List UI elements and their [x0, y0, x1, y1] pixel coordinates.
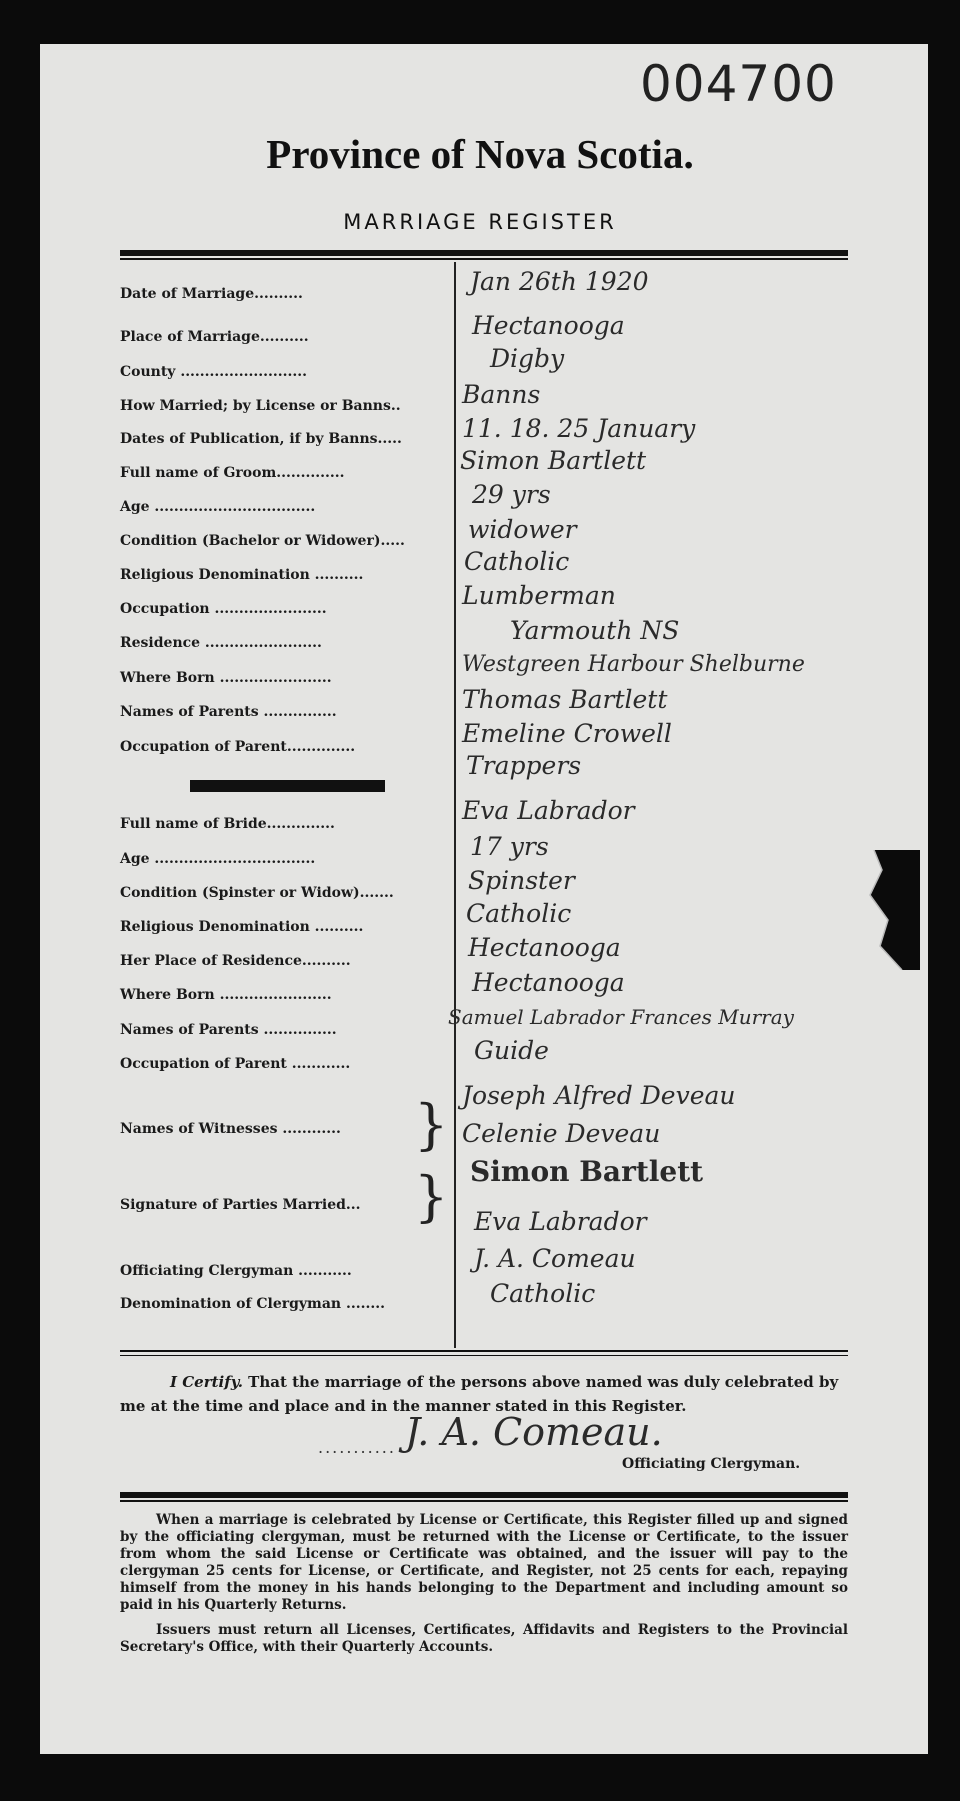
field-label: Religious Denomination .......... [120, 919, 364, 935]
header-rule-thin [120, 258, 848, 260]
bride-signature: Eva Labrador [474, 1207, 647, 1236]
field-value: Simon Bartlett [460, 446, 647, 475]
field-value: Hectanooga [468, 933, 621, 962]
field-label: Denomination of Clergyman ........ [120, 1296, 385, 1312]
groom-signature: Simon Bartlett [470, 1155, 704, 1188]
field-label: Full name of Groom.............. [120, 465, 345, 481]
field-value: 17 yrs [470, 832, 549, 861]
clergyman-signature: J. A. Comeau. [405, 1410, 663, 1454]
field-label: Place of Marriage.......... [120, 329, 309, 345]
field-value: Samuel Labrador Frances Murray [448, 1005, 794, 1029]
torn-edge [862, 850, 920, 970]
witness-name: Celenie Deveau [462, 1119, 661, 1148]
field-value: Catholic [490, 1279, 596, 1308]
field-value: Emeline Crowell [462, 719, 672, 748]
parent-occupation-extra: Trappers [466, 751, 582, 780]
field-label: Age ................................. [120, 851, 316, 867]
field-value: Guide [474, 1036, 549, 1065]
certify-lead: I Certify. [170, 1373, 243, 1391]
field-value: Digby [490, 344, 565, 373]
field-value: 29 yrs [472, 480, 551, 509]
field-label: Where Born ....................... [120, 670, 332, 686]
field-value: Hectanooga [472, 968, 625, 997]
field-label: Names of Parents ............... [120, 704, 337, 720]
instructions-notice [120, 1512, 848, 1664]
field-label: Occupation of Parent ............ [120, 1056, 351, 1072]
field-value: Yarmouth NS [510, 616, 680, 645]
field-value: Lumberman [462, 581, 616, 610]
field-label: Date of Marriage.......... [120, 286, 303, 302]
field-label: Condition (Spinster or Widow)....... [120, 885, 394, 901]
column-divider [454, 262, 456, 1348]
field-value: Hectanooga [472, 311, 625, 340]
field-value: Banns [462, 380, 541, 409]
notice-paragraph: Issuers must return all Licenses, Certificates, Affidavits and Registers to the Provincial Secretary's Office, with their Quarterly Accounts. [120, 1622, 848, 1655]
field-label: Officiating Clergyman ........... [120, 1263, 352, 1279]
field-label: Religious Denomination .......... [120, 567, 364, 583]
section-separator [190, 780, 385, 792]
field-value: Westgreen Harbour Shelburne [462, 652, 805, 677]
field-label: Her Place of Residence.......... [120, 953, 351, 969]
field-label: Where Born ....................... [120, 987, 332, 1003]
certify-rule-hair [120, 1355, 848, 1356]
field-value: Jan 26th 1920 [470, 267, 649, 296]
field-value: Spinster [468, 866, 575, 895]
field-label: Names of Parents ............... [120, 1022, 337, 1038]
field-label: Condition (Bachelor or Widower)..... [120, 533, 405, 549]
notice-paragraph: When a marriage is celebrated by License or Certificate, this Register filled up and signed by the officiating clergyman, must be returned with the License or Certificate, to the issuer from whom the said License or Certificate was obtained, and the issuer will pay to the clergyman 25 cents for License, or Certificate, and Register, not 25 cents for each, repaying himself from the money in his hands belonging to the Department and including amount so paid in his Quarterly Returns. [120, 1512, 848, 1613]
field-label: Age ................................. [120, 499, 316, 515]
signature-dots: ........... [318, 1438, 396, 1457]
page-title: Province of Nova Scotia. [266, 131, 694, 177]
field-label: Occupation of Parent.............. [120, 739, 356, 755]
field-value: widower [468, 515, 577, 544]
notice-rule-thin [120, 1500, 848, 1502]
witnesses-label: Names of Witnesses ............ [120, 1121, 341, 1137]
document-number: 004700 [640, 55, 837, 113]
field-value: Thomas Bartlett [462, 685, 668, 714]
field-label: Occupation ....................... [120, 601, 327, 617]
field-label: County .......................... [120, 364, 308, 380]
certify-text: That the marriage of the persons above named was duly celebrated by me at the time and place and in the manner stated in this Register. [120, 1373, 839, 1415]
page-subtitle: MARRIAGE REGISTER [343, 210, 617, 234]
field-value: 11. 18. 25 January [462, 414, 696, 443]
witness-name: Joseph Alfred Deveau [462, 1081, 736, 1110]
field-value: Catholic [466, 899, 572, 928]
field-value: Eva Labrador [462, 796, 635, 825]
witnesses-brace: } [414, 1093, 449, 1156]
header-rule-thick [120, 250, 848, 256]
field-value: J. A. Comeau [474, 1244, 636, 1273]
field-label: Full name of Bride.............. [120, 816, 335, 832]
signature-brace: } [414, 1165, 449, 1228]
field-label: Residence ........................ [120, 635, 322, 651]
certify-rule-thin [120, 1350, 848, 1352]
field-value: Catholic [464, 547, 570, 576]
signature-label: Signature of Parties Married... [120, 1197, 361, 1213]
signature-caption: Officiating Clergyman. [622, 1456, 801, 1472]
notice-rule-thick [120, 1492, 848, 1498]
field-label: How Married; by License or Banns.. [120, 398, 401, 414]
field-label: Dates of Publication, if by Banns..... [120, 431, 402, 447]
